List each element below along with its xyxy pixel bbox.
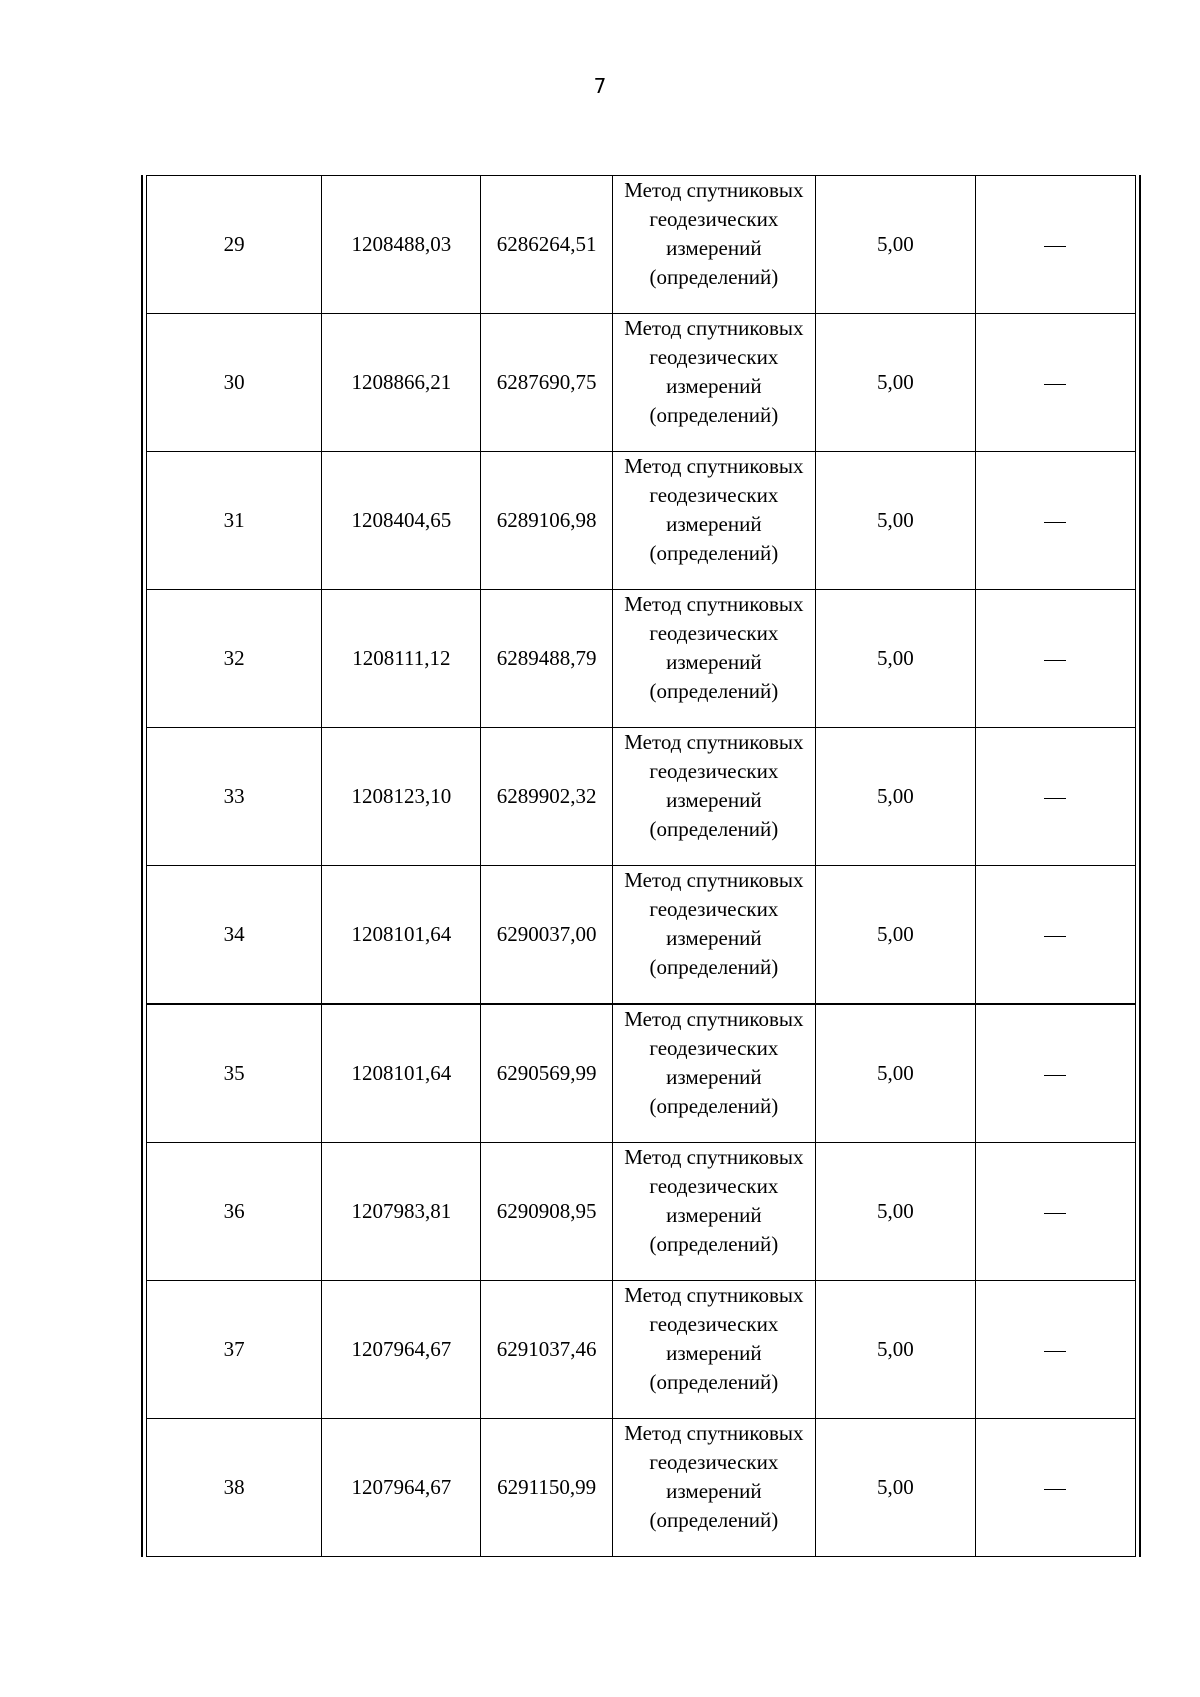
table-row xyxy=(147,1004,1136,1143)
method-line: (определений) xyxy=(649,541,779,565)
point-number-cell: 36 xyxy=(147,1143,322,1281)
method-line: геодезических xyxy=(649,345,779,369)
method-line: измерений xyxy=(666,374,762,398)
method-line: (определений) xyxy=(649,679,779,703)
point-number-cell: 35 xyxy=(147,1004,322,1143)
y-coordinate-cell: 6289106,98 xyxy=(481,452,613,590)
accuracy-cell: 5,00 xyxy=(815,1004,975,1143)
method-line: измерений xyxy=(666,1203,762,1227)
y-coordinate-cell: 6291037,46 xyxy=(481,1281,613,1419)
note-cell xyxy=(975,866,1135,1005)
table-row xyxy=(147,1281,1136,1419)
page-number: 7 xyxy=(593,74,607,98)
method-line: геодезических xyxy=(649,483,779,507)
method-line: геодезических xyxy=(649,1450,779,1474)
point-number-cell: 29 xyxy=(147,176,322,314)
method-line: (определений) xyxy=(649,955,779,979)
method-line: (определений) xyxy=(649,403,779,427)
x-coordinate-cell: 1208404,65 xyxy=(322,452,481,590)
y-coordinate-cell: 6290908,95 xyxy=(481,1143,613,1281)
accuracy-cell: 5,00 xyxy=(815,590,975,728)
method-line: измерений xyxy=(666,1341,762,1365)
method-line: геодезических xyxy=(649,759,779,783)
method-line: геодезических xyxy=(649,621,779,645)
x-coordinate-cell: 1208488,03 xyxy=(322,176,481,314)
method-line: геодезических xyxy=(649,207,779,231)
method-line: измерений xyxy=(666,788,762,812)
point-number-cell: 37 xyxy=(147,1281,322,1419)
method-line: геодезических xyxy=(649,1312,779,1336)
method-line: (определений) xyxy=(649,1094,779,1118)
dash-mark xyxy=(1044,1489,1066,1490)
method-line: Метод спутниковых xyxy=(624,178,804,202)
method-line: измерений xyxy=(666,512,762,536)
method-cell xyxy=(612,452,815,590)
x-coordinate-cell: 1208111,12 xyxy=(322,590,481,728)
note-cell xyxy=(975,176,1135,314)
method-line: измерений xyxy=(666,650,762,674)
table-row xyxy=(147,866,1136,1005)
point-number-cell: 38 xyxy=(147,1419,322,1557)
method-cell xyxy=(612,1419,815,1557)
y-coordinate-cell: 6286264,51 xyxy=(481,176,613,314)
y-coordinate-cell: 6289902,32 xyxy=(481,728,613,866)
method-line: измерений xyxy=(666,1479,762,1503)
method-line: Метод спутниковых xyxy=(624,1421,804,1445)
y-coordinate-cell: 6287690,75 xyxy=(481,314,613,452)
accuracy-cell: 5,00 xyxy=(815,1419,975,1557)
method-line: Метод спутниковых xyxy=(624,1145,804,1169)
method-cell xyxy=(612,176,815,314)
table-row xyxy=(147,314,1136,452)
dash-mark xyxy=(1044,798,1066,799)
method-line: Метод спутниковых xyxy=(624,868,804,892)
x-coordinate-cell: 1207964,67 xyxy=(322,1281,481,1419)
method-cell xyxy=(612,1143,815,1281)
accuracy-cell: 5,00 xyxy=(815,866,975,1005)
note-cell xyxy=(975,728,1135,866)
method-line: измерений xyxy=(666,1065,762,1089)
accuracy-cell: 5,00 xyxy=(815,314,975,452)
method-line: Метод спутниковых xyxy=(624,316,804,340)
table-body xyxy=(147,176,1136,1557)
note-cell xyxy=(975,1419,1135,1557)
method-line: Метод спутниковых xyxy=(624,592,804,616)
x-coordinate-cell: 1208101,64 xyxy=(322,1004,481,1143)
method-cell xyxy=(612,1281,815,1419)
dash-mark xyxy=(1044,1213,1066,1214)
table-row xyxy=(147,452,1136,590)
dash-mark xyxy=(1044,936,1066,937)
accuracy-cell: 5,00 xyxy=(815,1281,975,1419)
y-coordinate-cell: 6290037,00 xyxy=(481,866,613,1005)
note-cell xyxy=(975,1281,1135,1419)
dash-mark xyxy=(1044,246,1066,247)
accuracy-cell: 5,00 xyxy=(815,452,975,590)
method-cell xyxy=(612,590,815,728)
accuracy-cell: 5,00 xyxy=(815,176,975,314)
x-coordinate-cell: 1208866,21 xyxy=(322,314,481,452)
coordinates-table xyxy=(141,175,1141,1557)
table-row xyxy=(147,590,1136,728)
x-coordinate-cell: 1208123,10 xyxy=(322,728,481,866)
dash-mark xyxy=(1044,1351,1066,1352)
point-number-cell: 32 xyxy=(147,590,322,728)
x-coordinate-cell: 1207983,81 xyxy=(322,1143,481,1281)
method-line: геодезических xyxy=(649,897,779,921)
method-line: Метод спутниковых xyxy=(624,1283,804,1307)
note-cell xyxy=(975,314,1135,452)
table-row xyxy=(147,176,1136,314)
dash-mark xyxy=(1044,1075,1066,1076)
note-cell xyxy=(975,1143,1135,1281)
note-cell xyxy=(975,1004,1135,1143)
x-coordinate-cell: 1208101,64 xyxy=(322,866,481,1005)
method-line: Метод спутниковых xyxy=(624,1007,804,1031)
point-number-cell: 34 xyxy=(147,866,322,1005)
method-cell xyxy=(612,728,815,866)
point-number-cell: 33 xyxy=(147,728,322,866)
table-row xyxy=(147,1143,1136,1281)
accuracy-cell: 5,00 xyxy=(815,1143,975,1281)
method-line: геодезических xyxy=(649,1036,779,1060)
method-line: геодезических xyxy=(649,1174,779,1198)
note-cell xyxy=(975,452,1135,590)
method-cell xyxy=(612,1004,815,1143)
method-line: (определений) xyxy=(649,265,779,289)
y-coordinate-cell: 6290569,99 xyxy=(481,1004,613,1143)
dash-mark xyxy=(1044,384,1066,385)
method-cell xyxy=(612,866,815,1005)
accuracy-cell: 5,00 xyxy=(815,728,975,866)
method-line: измерений xyxy=(666,236,762,260)
method-line: (определений) xyxy=(649,817,779,841)
method-line: (определений) xyxy=(649,1232,779,1256)
point-number-cell: 30 xyxy=(147,314,322,452)
point-number-cell: 31 xyxy=(147,452,322,590)
method-line: измерений xyxy=(666,926,762,950)
y-coordinate-cell: 6291150,99 xyxy=(481,1419,613,1557)
method-line: (определений) xyxy=(649,1508,779,1532)
x-coordinate-cell: 1207964,67 xyxy=(322,1419,481,1557)
method-line: Метод спутниковых xyxy=(624,454,804,478)
table-row xyxy=(147,1419,1136,1557)
method-line: (определений) xyxy=(649,1370,779,1394)
dash-mark xyxy=(1044,522,1066,523)
method-line: Метод спутниковых xyxy=(624,730,804,754)
table-row xyxy=(147,728,1136,866)
dash-mark xyxy=(1044,660,1066,661)
y-coordinate-cell: 6289488,79 xyxy=(481,590,613,728)
method-cell xyxy=(612,314,815,452)
note-cell xyxy=(975,590,1135,728)
